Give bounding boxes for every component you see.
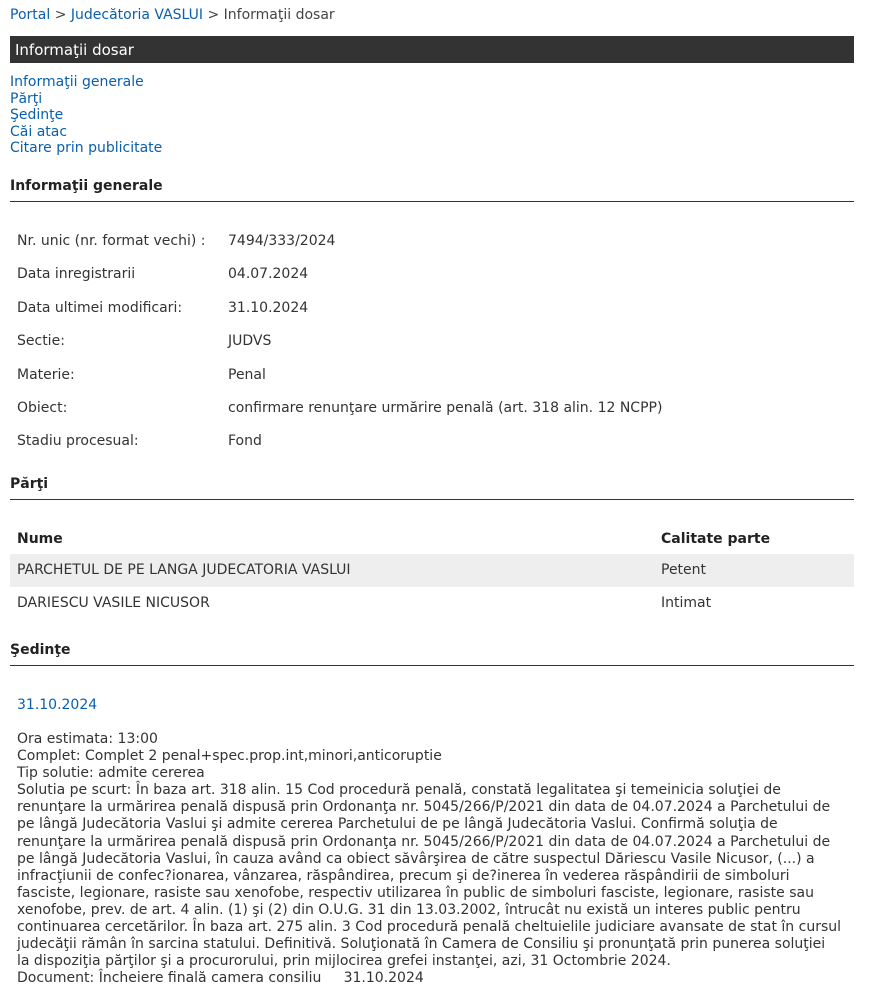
hearing-solution-summary: Solutia pe scurt: În baza art. 318 alin. 15 Cod procedură penală, constată legalitatea şi temeinicia soluţiei de renunţare la urmărirea penală dispusă prin Ordonanţa nr. 5045/266/P/2021 din data de 04.07.2024 a Parchetului de pe lângă Judecătoria Vaslui şi admite cererea Parchetului de pe lângă Judecătoria Vaslui. Confirmă soluţia de renunţare la urmărirea penală dispusă prin Ordonanţa nr. 5045/266/P/2021 din data de 04.07.2024 a Parchetului de pe lângă Judecătoria Vaslui, în cauza având ca obiect săvârşirea de către suspectul Dăriescu Vasile Nicusor, (...) a infracţiunii de confec?ionarea, vânzarea, răspândirea, precum şi de?inerea în vederea răspândirii de simboluri fasciste, legionare, rasiste sau xenofobe, respectiv utilizarea în public de simboluri fasciste, legionare, rasiste sau xenofobe, prev. de art. 4 alin. (1) şi (2) din O.U.G. 31 din 13.03.2002, întrucât nu există un interes public pentru continuarea cercetărilor. În baza art. 275 alin. 3 Cod procedură penală cheltuielile judiciare avansate de stat în cursul judecăţii rămân în sarcina statului. Definitivă. Soluţionată în Camera de Consiliu şi pronunţată prin punerea soluţiei la dispoziţia părţilor şi a procurorului, prin mijlocirea grefei instanţei, azi, 31 Octombrie 2024. xyxy=(17,782,842,970)
field-value: Penal xyxy=(228,366,266,383)
parti-table xyxy=(10,524,854,620)
field-label: Data inregistrarii xyxy=(17,266,136,283)
field-value: confirmare renunţare urmărire penală (art. 318 alin. 12 NCPP) xyxy=(228,399,663,416)
field-label: Sectie: xyxy=(17,333,65,350)
hearing-time: Ora estimata: 13:00 xyxy=(17,731,158,747)
nav-link-citare-prin-publicitate[interactable]: Citare prin publicitate xyxy=(10,140,163,157)
nav-link-sedinte[interactable]: Şedinţe xyxy=(10,107,64,124)
party-name: PARCHETUL DE PE LANGA JUDECATORIA VASLUI xyxy=(17,562,351,578)
party-role: Petent xyxy=(661,562,707,578)
field-value: 7494/333/2024 xyxy=(228,233,336,249)
section-heading-parti: Părţi xyxy=(10,476,854,500)
field-label: Nr. unic (nr. format vechi) : xyxy=(17,233,206,249)
section-heading-sedinte: Şedinţe xyxy=(10,642,854,666)
parti-table-header xyxy=(10,524,854,554)
hearing-solution-type: Tip solutie: admite cererea xyxy=(17,765,205,782)
nav-link-informatii-generale[interactable]: Informaţii generale xyxy=(10,74,144,90)
hearing-details xyxy=(17,731,842,987)
table-row xyxy=(10,587,854,620)
breadcrumb-portal-link[interactable]: Portal xyxy=(10,7,51,23)
field-label: Stadiu procesual: xyxy=(17,433,139,450)
page-title-bar: Informaţii dosar xyxy=(10,36,854,63)
field-value: 04.07.2024 xyxy=(228,266,309,283)
column-header-calitate: Calitate parte xyxy=(661,531,771,547)
breadcrumb xyxy=(10,7,335,23)
column-header-nume: Nume xyxy=(17,531,63,547)
hearing-document: Document: Încheiere finală camera consiliu 31.10.2024 xyxy=(17,970,424,987)
breadcrumb-separator: > xyxy=(207,7,220,23)
nav-link-cai-atac[interactable]: Căi atac xyxy=(10,123,68,140)
hearing-date-link[interactable]: 31.10.2024 xyxy=(17,697,98,713)
field-label: Data ultimei modificari: xyxy=(17,299,183,316)
breadcrumb-court-link[interactable]: Judecătoria VASLUI xyxy=(70,7,204,23)
field-label: Materie: xyxy=(17,366,75,383)
field-value: JUDVS xyxy=(228,333,272,350)
section-heading-general: Informaţii generale xyxy=(10,178,854,202)
section-nav xyxy=(10,74,162,157)
breadcrumb-current: Informaţii dosar xyxy=(223,7,335,23)
hearing-panel: Complet: Complet 2 penal+spec.prop.int,minori,anticoruptie xyxy=(17,748,442,765)
breadcrumb-separator: > xyxy=(54,7,67,23)
party-name: DARIESCU VASILE NICUSOR xyxy=(17,595,210,611)
field-label: Obiect: xyxy=(17,399,68,416)
table-row xyxy=(10,554,854,587)
field-value: Fond xyxy=(228,433,262,450)
field-value: 31.10.2024 xyxy=(228,299,309,316)
party-role: Intimat xyxy=(661,595,712,611)
nav-link-parti[interactable]: Părţi xyxy=(10,90,43,107)
